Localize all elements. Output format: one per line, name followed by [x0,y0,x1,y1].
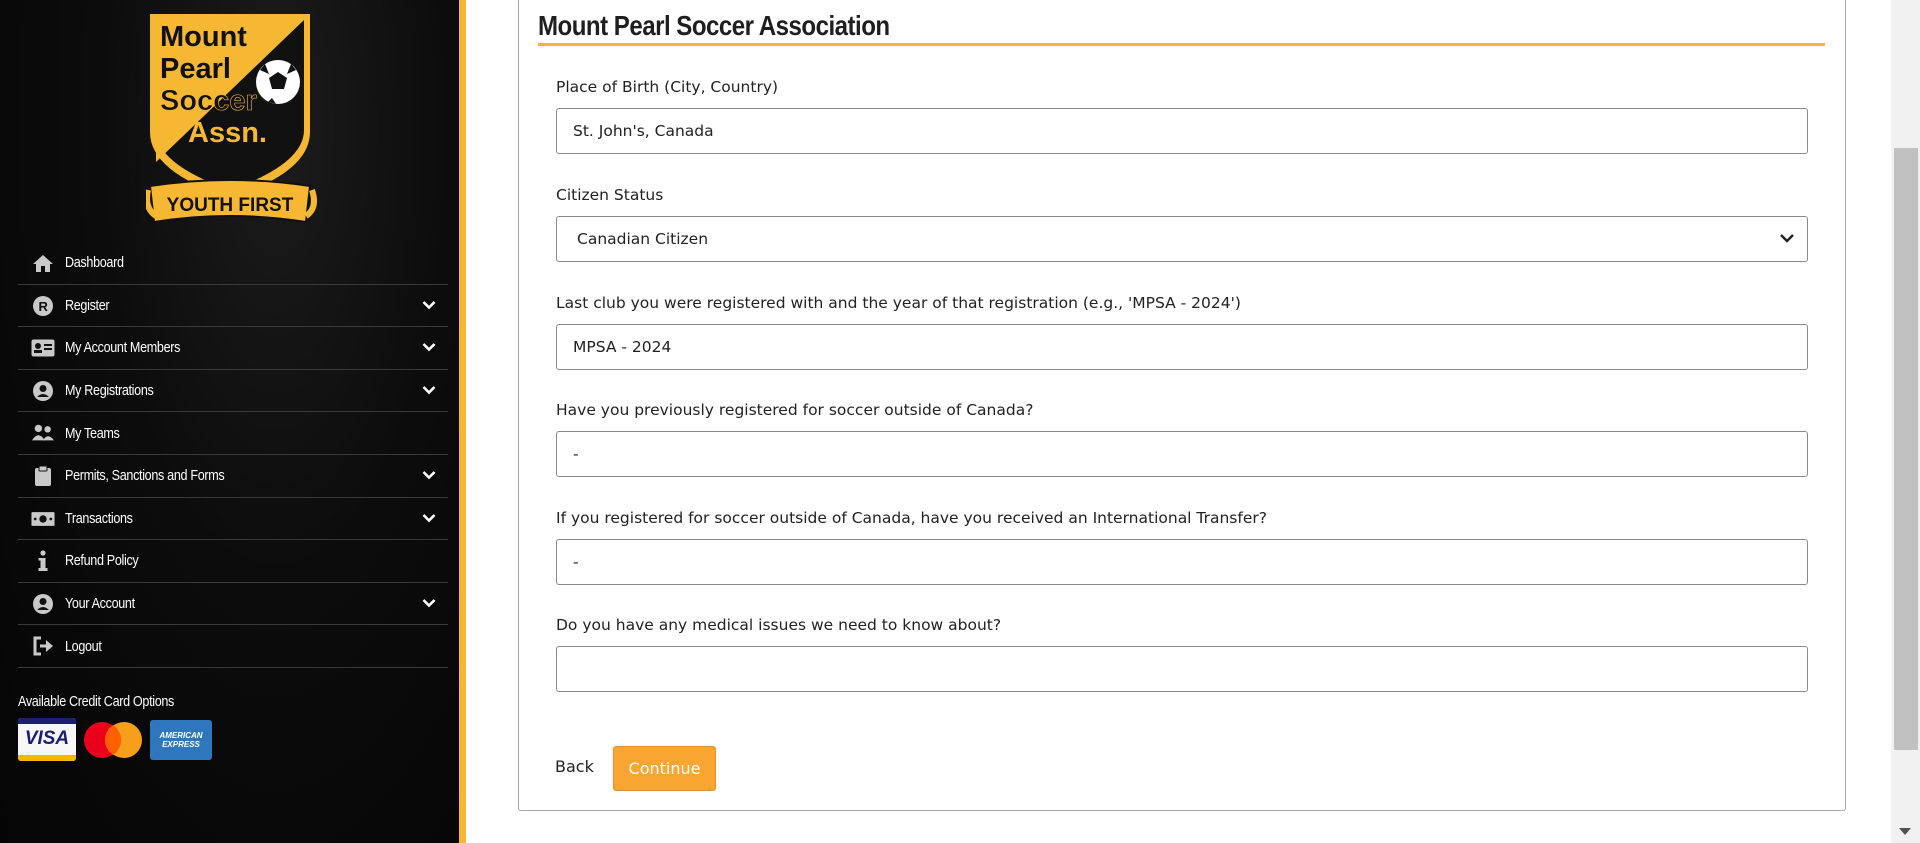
sidebar-item-label: My Account Members [65,339,181,357]
sidebar-item-dashboard[interactable] [18,242,448,285]
international-transfer-label: If you registered for soccer outside of Canada, have you received an International Transfer? [556,509,1267,527]
last-club-input[interactable]: MPSA - 2024 [556,324,1808,370]
credit-card-title: Available Credit Card Options [18,693,175,710]
medical-issues-input[interactable] [556,646,1808,692]
scrollbar-thumb[interactable] [1894,148,1918,750]
svg-text:YOUTH FIRST: YOUTH FIRST [166,195,294,216]
clipboard-icon [31,465,55,487]
chevron-down-icon [422,470,436,480]
birthplace-input[interactable]: St. John's, Canada [556,108,1808,154]
amex-card-icon: AMERICAN EXPRESS [150,720,212,760]
citizen-status-select[interactable]: Canadian Citizen [556,216,1808,262]
chevron-down-icon [422,300,436,310]
page-title: Mount Pearl Soccer Association [538,10,890,41]
sidebar-item-your-account[interactable] [18,583,448,626]
sidebar-item-label: Permits, Sanctions and Forms [65,467,225,485]
logout-icon [31,635,55,657]
sidebar-item-label: Register [65,296,110,314]
sidebar-item-label: Refund Policy [65,552,139,570]
continue-button[interactable]: Continue [613,746,716,791]
sidebar-item-refund-policy[interactable] [18,540,448,583]
sidebar-item-my-teams[interactable] [18,412,448,455]
sidebar-item-label: My Registrations [65,382,154,400]
sidebar-item-register[interactable] [18,285,448,328]
chevron-down-icon [422,513,436,523]
users-icon [31,422,55,444]
sidebar-nav [18,242,448,668]
svg-text:Mount: Mount [160,21,247,53]
international-transfer-select[interactable]: - [556,539,1808,585]
sidebar [0,0,466,843]
id-card-icon [31,337,55,359]
back-button[interactable]: Back [555,757,594,776]
svg-text:Pearl: Pearl [160,53,231,85]
mpsa-logo[interactable] [146,12,318,224]
chevron-down-icon [422,385,436,395]
medical-issues-label: Do you have any medical issues we need to know about? [556,616,1002,634]
chevron-down-icon [1779,232,1795,244]
svg-text:R: R [38,298,48,314]
info-icon [31,550,55,572]
outside-canada-select[interactable]: - [556,431,1808,477]
sidebar-item-logout[interactable] [18,625,448,668]
user-circle-icon [31,380,55,402]
credit-card-list [18,718,212,761]
home-icon [31,252,55,274]
sidebar-item-my-registrations[interactable] [18,370,448,413]
last-club-label: Last club you were registered with and the year of that registration (e.g., 'MPSA - 2024') [556,294,1241,312]
chevron-down-icon [422,342,436,352]
sidebar-item-label: My Teams [65,424,120,442]
citizen-status-label: Citizen Status [556,186,664,204]
visa-card-icon: VISA [18,718,76,761]
money-icon [31,508,55,530]
scroll-down-arrow-icon[interactable] [1899,828,1911,835]
outside-canada-label: Have you previously registered for soccer outside of Canada? [556,401,1034,419]
register-r-icon [31,295,55,317]
sidebar-item-label: Dashboard [65,254,124,272]
sidebar-item-transactions[interactable] [18,498,448,541]
user-circle-icon [31,593,55,615]
title-divider [538,43,1825,46]
sidebar-item-label: Your Account [65,595,135,613]
mastercard-icon [82,720,144,760]
birthplace-label: Place of Birth (City, Country) [556,78,779,96]
sidebar-item-my-account-members[interactable] [18,327,448,370]
sidebar-item-label: Logout [65,637,102,655]
svg-text:Soccer: Soccer [160,85,257,117]
svg-text:Assn.: Assn. [188,117,267,149]
chevron-down-icon [422,598,436,608]
sidebar-item-permits[interactable] [18,455,448,498]
sidebar-item-label: Transactions [65,509,133,527]
